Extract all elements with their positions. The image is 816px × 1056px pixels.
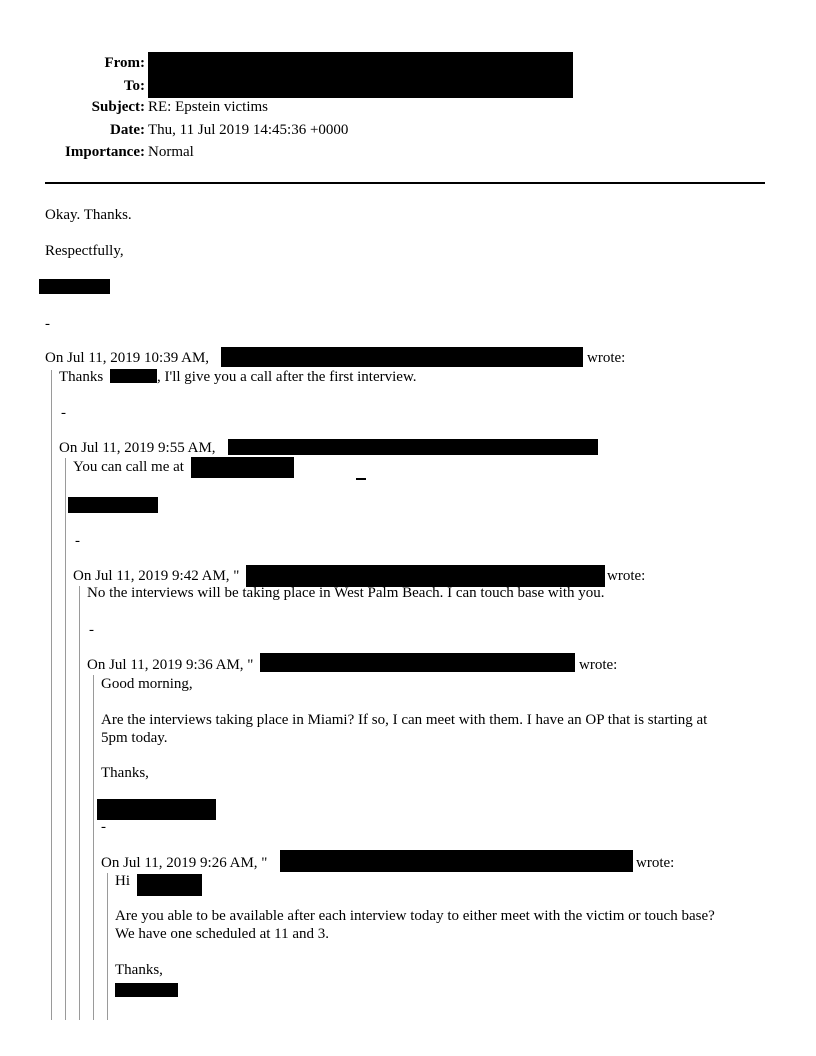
redacted-signature bbox=[39, 279, 110, 294]
quote-attribution-2: On Jul 11, 2019 9:55 AM, bbox=[59, 440, 216, 456]
quote1-thanks: Thanks bbox=[59, 369, 104, 385]
header-divider bbox=[45, 182, 765, 184]
quote-bar-3 bbox=[79, 586, 80, 1020]
separator-dash: - bbox=[45, 316, 50, 332]
to-label: To: bbox=[123, 78, 145, 94]
subject-label: Subject: bbox=[91, 99, 145, 115]
quote-bar-4 bbox=[93, 675, 94, 1020]
quote4-dash: - bbox=[101, 819, 106, 835]
importance-value: Normal bbox=[148, 144, 194, 160]
quote5-greeting: Hi bbox=[115, 873, 130, 889]
quote4-thanks: Thanks, bbox=[101, 765, 149, 781]
quote-attribution-4: On Jul 11, 2019 9:36 AM, " bbox=[87, 657, 254, 673]
quote-bar-2 bbox=[65, 458, 66, 1020]
date-value: Thu, 11 Jul 2019 14:45:36 +0000 bbox=[148, 122, 349, 138]
quote5-paragraph-line-1: Are you able to be available after each interview today to either meet with the victim or touch base? bbox=[115, 908, 715, 924]
redacted-phone bbox=[191, 457, 294, 478]
redacted-name-1 bbox=[110, 369, 157, 383]
quote-bar-1 bbox=[51, 370, 52, 1020]
quote4-paragraph-line-1: Are the interviews taking place in Miami? If so, I can meet with them. I have an OP that is starting at bbox=[101, 712, 708, 728]
from-label: From: bbox=[104, 55, 145, 71]
quote-wrote-5: wrote: bbox=[636, 855, 675, 871]
quote1-message: , I'll give you a call after the first interview. bbox=[157, 369, 417, 385]
quote-attribution-3: On Jul 11, 2019 9:42 AM, " bbox=[73, 568, 240, 584]
redacted-from-to bbox=[148, 52, 573, 98]
quote4-paragraph-line-2: 5pm today. bbox=[101, 730, 168, 746]
redacted-recipient-name bbox=[137, 874, 202, 896]
quote3-message: No the interviews will be taking place in West Palm Beach. I can touch base with you. bbox=[87, 585, 605, 601]
redacted-signature-2 bbox=[68, 497, 158, 513]
quote-wrote-3: wrote: bbox=[607, 568, 646, 584]
signoff: Respectfully, bbox=[45, 243, 124, 259]
quote3-dash: - bbox=[89, 622, 94, 638]
redacted-sender-2 bbox=[228, 439, 598, 455]
quote2-dash: - bbox=[75, 533, 80, 549]
quote-wrote-4: wrote: bbox=[579, 657, 618, 673]
quote-attribution-1: On Jul 11, 2019 10:39 AM, bbox=[45, 350, 210, 366]
redacted-sender-5 bbox=[280, 850, 633, 872]
quote4-greeting: Good morning, bbox=[101, 676, 193, 692]
importance-label: Importance: bbox=[65, 144, 145, 160]
quote2-message: You can call me at bbox=[73, 459, 184, 475]
message-line: Okay. Thanks. bbox=[45, 207, 132, 223]
quote5-paragraph-line-2: We have one scheduled at 11 and 3. bbox=[115, 926, 329, 942]
quote-wrote-1: wrote: bbox=[587, 350, 626, 366]
redacted-sender-1 bbox=[221, 347, 583, 367]
redacted-sender-4 bbox=[260, 653, 575, 672]
quote-bar-5 bbox=[107, 873, 108, 1020]
subject-value: RE: Epstein victims bbox=[148, 99, 268, 115]
quote5-thanks: Thanks, bbox=[115, 962, 163, 978]
date-label: Date: bbox=[110, 122, 145, 138]
quote-attribution-5: On Jul 11, 2019 9:26 AM, " bbox=[101, 855, 268, 871]
redacted-signature-5 bbox=[115, 983, 178, 997]
quote1-dash: - bbox=[61, 405, 66, 421]
link-underline-mark bbox=[356, 478, 366, 480]
redacted-signature-4 bbox=[97, 799, 216, 820]
